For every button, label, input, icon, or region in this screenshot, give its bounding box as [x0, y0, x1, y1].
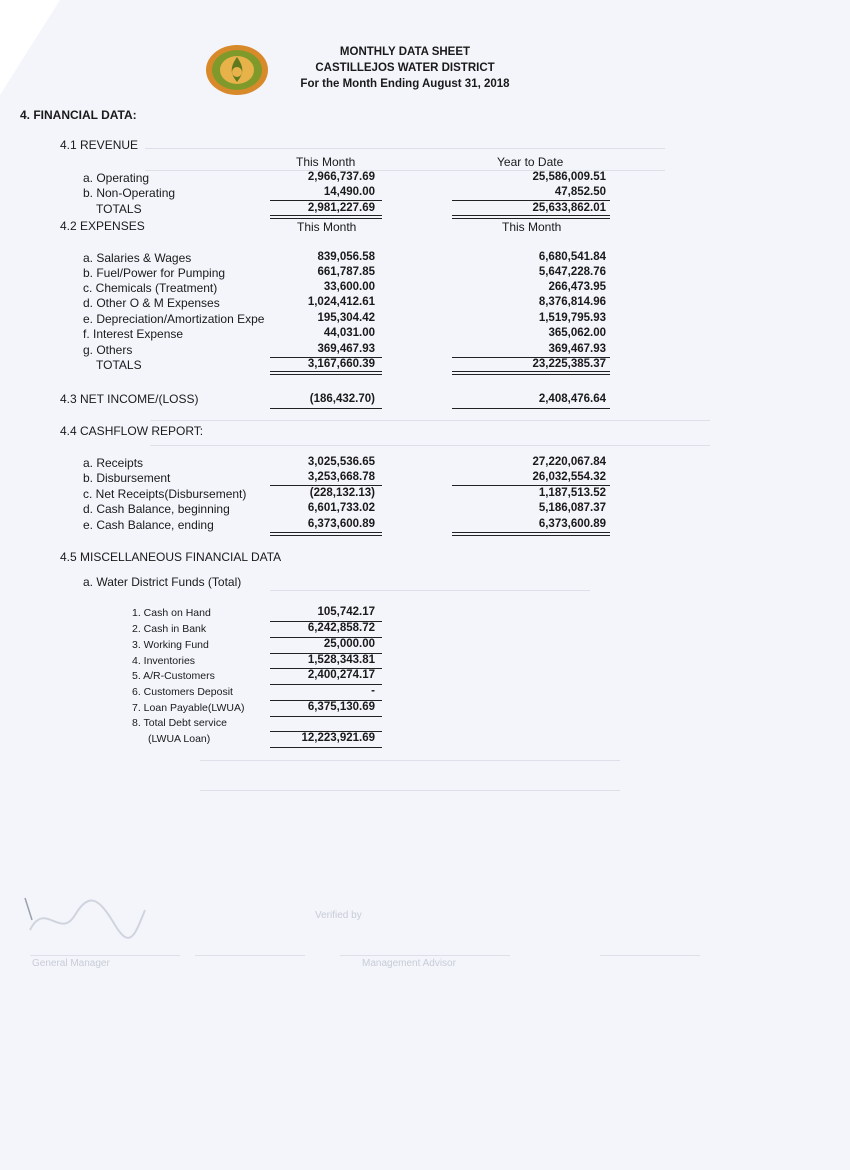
section-financial-data: 4. FINANCIAL DATA: [20, 108, 137, 122]
signature-mark [20, 890, 150, 950]
folded-corner [0, 0, 60, 95]
expense-row-ytd: 5,647,228.76 [538, 266, 606, 278]
revenue-heading: 4.1 REVENUE [60, 138, 139, 152]
fund-row-value: 12,223,921.69 [301, 732, 375, 744]
revenue-row-ytd: 25,586,009.51 [532, 171, 606, 183]
expense-row-month: 369,467.93 [317, 343, 375, 355]
fund-row-value: 105,742.17 [317, 606, 375, 618]
revenue-row-ytd: 47,852.50 [554, 186, 606, 198]
fund-row-value: 25,000.00 [323, 638, 375, 650]
underline [270, 621, 382, 622]
cashflow-row-label: c. Net Receipts(Disbursement) [83, 487, 247, 501]
net-income-month: (186,432.70) [309, 393, 375, 405]
revenue-totals-label: TOTALS [96, 202, 142, 216]
fund-row-value: 6,375,130.69 [307, 701, 375, 713]
underline [270, 747, 382, 748]
cashflow-row-ytd: 27,220,067.84 [532, 456, 606, 468]
underline [270, 684, 382, 685]
revenue-row-label: a. Operating [83, 171, 150, 185]
expenses-col-ytd: This Month [502, 220, 562, 234]
expense-row-month: 195,304.42 [317, 312, 375, 324]
revenue-row-month: 2,966,737.69 [307, 171, 375, 183]
expense-row-label: c. Chemicals (Treatment) [83, 281, 218, 295]
double-underline [452, 532, 610, 536]
double-underline [270, 215, 382, 219]
fund-row-value: 6,242,858.72 [307, 622, 375, 634]
cashflow-row-ytd: 6,373,600.89 [538, 518, 606, 530]
expense-row-label: f. Interest Expense [83, 327, 184, 341]
fund-row-label: 4. Inventories [132, 655, 196, 667]
bleed-general-manager: General Manager [32, 958, 110, 969]
district-name: CASTILLEJOS WATER DISTRICT [315, 62, 495, 74]
expenses-totals-month: 3,167,660.39 [307, 358, 375, 370]
bleed-verified-by: Verified by [315, 910, 362, 921]
expense-row-month: 44,031.00 [323, 327, 375, 339]
revenue-totals-month: 2,981,227.69 [307, 202, 375, 214]
expense-row-label: g. Others [83, 343, 133, 357]
expense-row-ytd: 369,467.93 [548, 343, 606, 355]
expense-row-month: 33,600.00 [323, 281, 375, 293]
underline [270, 485, 382, 486]
expense-row-label: d. Other O & M Expenses [83, 296, 220, 310]
fund-row-label: (LWUA Loan) [148, 733, 211, 745]
double-underline [270, 532, 382, 536]
cashflow-row-label: a. Receipts [83, 456, 144, 470]
fund-row-label: 7. Loan Payable(LWUA) [132, 702, 245, 714]
revenue-col-ytd: Year to Date [497, 155, 564, 169]
revenue-col-month: This Month [296, 155, 356, 169]
underline [270, 668, 382, 669]
revenue-row-label: b. Non-Operating [83, 186, 176, 200]
underline [270, 408, 382, 409]
underline [270, 716, 382, 717]
document-title: MONTHLY DATA SHEET [339, 46, 471, 58]
double-underline [452, 215, 610, 219]
cashflow-row-label: b. Disbursement [83, 471, 171, 485]
double-underline [452, 371, 610, 375]
expense-row-month: 839,056.58 [317, 251, 375, 263]
cashflow-row-label: e. Cash Balance, ending [83, 518, 214, 532]
revenue-totals-ytd: 25,633,862.01 [532, 202, 606, 214]
fund-row-label: 1. Cash on Hand [132, 607, 211, 619]
underline [452, 200, 610, 201]
cashflow-row-month: 3,025,536.65 [307, 456, 375, 468]
bleed-management-advisor: Management Advisor [362, 958, 456, 969]
expense-row-ytd: 6,680,541.84 [538, 251, 606, 263]
misc-subheading: a. Water District Funds (Total) [83, 575, 242, 589]
expense-row-label: a. Salaries & Wages [83, 251, 192, 265]
fund-row-value: 2,400,274.17 [307, 669, 375, 681]
cashflow-row-month: 6,373,600.89 [307, 518, 375, 530]
cashflow-row-ytd: 1,187,513.52 [538, 487, 606, 499]
fund-row-label: 3. Working Fund [132, 639, 209, 651]
misc-heading: 4.5 MISCELLANEOUS FINANCIAL DATA [60, 550, 282, 564]
cashflow-heading: 4.4 CASHFLOW REPORT: [60, 424, 204, 438]
fund-row-label: 2. Cash in Bank [132, 623, 207, 635]
cashflow-row-month: 3,253,668.78 [307, 471, 375, 483]
net-income-label: 4.3 NET INCOME/(LOSS) [60, 392, 199, 406]
net-income-ytd: 2,408,476.64 [538, 393, 606, 405]
expense-row-label: b. Fuel/Power for Pumping [83, 266, 226, 280]
expenses-totals-label: TOTALS [96, 358, 142, 372]
expense-row-ytd: 266,473.95 [548, 281, 606, 293]
underline [270, 700, 382, 701]
underline [270, 637, 382, 638]
expense-row-month: 1,024,412.61 [307, 296, 375, 308]
fund-row-value: 1,528,343.81 [307, 654, 375, 666]
fund-row-label: 5. A/R-Customers [132, 670, 215, 682]
revenue-row-month: 14,490.00 [323, 186, 375, 198]
cashflow-row-month: 6,601,733.02 [307, 502, 375, 514]
underline [270, 200, 382, 201]
expense-row-ytd: 365,062.00 [548, 327, 606, 339]
cashflow-row-ytd: 5,186,087.37 [538, 502, 606, 514]
expenses-heading: 4.2 EXPENSES [60, 219, 145, 233]
fund-row-label: 8. Total Debt service [132, 717, 227, 729]
double-underline [270, 371, 382, 375]
underline [270, 653, 382, 654]
underline [452, 485, 610, 486]
cashflow-row-ytd: 26,032,554.32 [532, 471, 606, 483]
cashflow-row-label: d. Cash Balance, beginning [83, 502, 230, 516]
expenses-col-month: This Month [297, 220, 357, 234]
report-period: For the Month Ending August 31, 2018 [300, 78, 510, 90]
cashflow-row-month: (228,132.13) [309, 487, 375, 499]
expense-row-ytd: 1,519,795.93 [538, 312, 606, 324]
expense-row-month: 661,787.85 [317, 266, 375, 278]
fund-row-value: - [371, 685, 375, 697]
expense-row-ytd: 8,376,814.96 [538, 296, 606, 308]
underline [270, 731, 382, 732]
expense-row-label: e. Depreciation/Amortization Expe [83, 312, 265, 326]
underline [452, 408, 610, 409]
expenses-totals-ytd: 23,225,385.37 [532, 358, 606, 370]
fund-row-label: 6. Customers Deposit [132, 686, 233, 698]
